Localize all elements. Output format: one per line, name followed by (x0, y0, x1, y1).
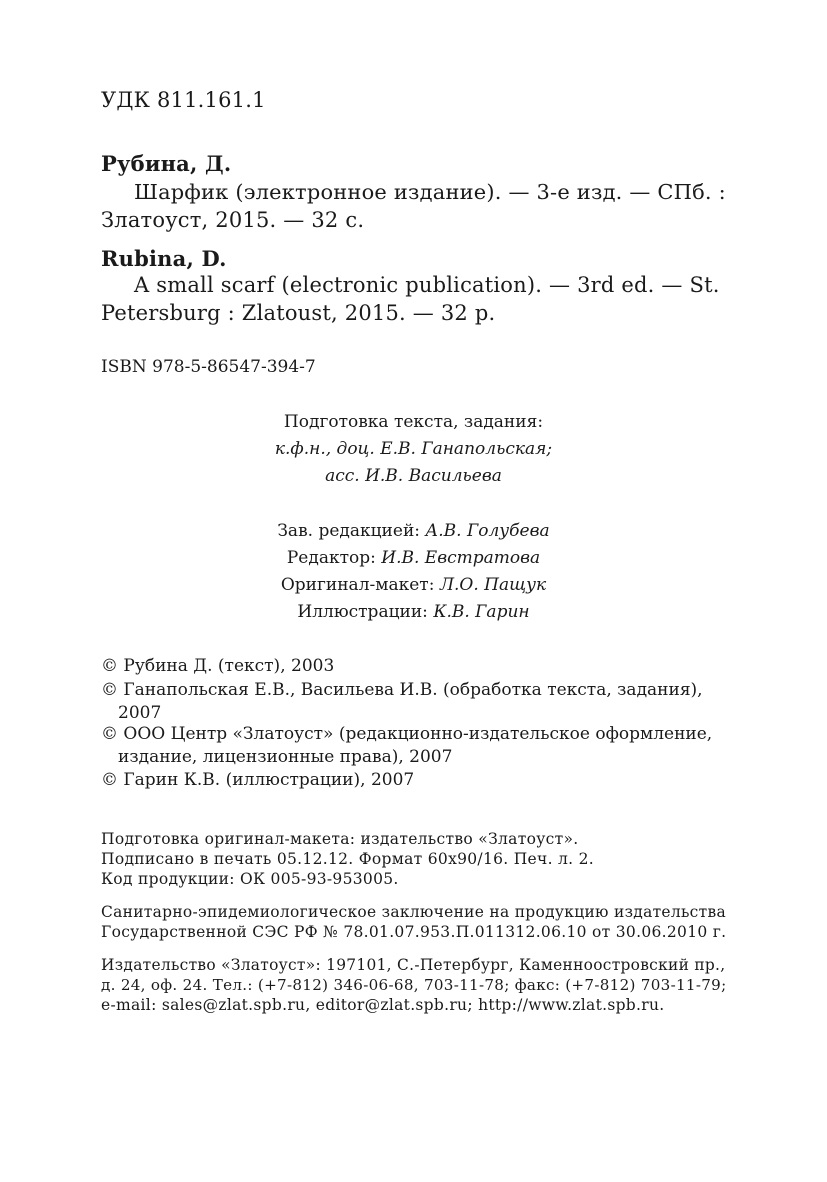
author-en: Rubina, D. (101, 246, 227, 271)
copyright-processing: © Ганапольская Е.В., Васильева И.В. (обработка текста, задания), (101, 680, 703, 700)
imprint-product-code: Код продукции: ОК 005-93-953005. (101, 870, 399, 888)
preparation-label: Подготовка текста, задания: (283, 412, 544, 432)
copyright-processing-year: 2007 (118, 703, 162, 723)
preparation-person1: к.ф.н., доц. Е.В. Ганапольская; (274, 439, 553, 459)
entry-ru-line2: Златоуст, 2015. — 32 с. (101, 208, 365, 232)
copyright-text: © Рубина Д. (текст), 2003 (101, 656, 335, 676)
author-ru: Рубина, Д. (101, 151, 232, 176)
entry-ru-line1: Шарфик (электронное издание). — 3-е изд. — СПб. : (134, 180, 726, 204)
udk-code: УДК 811.161.1 (101, 88, 266, 112)
imprint-sanitary-2: Государственной СЭС РФ № 78.01.07.953.П.011312.06.10 от 30.06.2010 г. (101, 923, 727, 941)
credit-editor: Редактор: И.В. Евстратова (286, 548, 541, 568)
credit-head-editor: Зав. редакцией: А.В. Голубева (277, 521, 550, 541)
copyright-illustrations: © Гарин К.В. (иллюстрации), 2007 (101, 770, 415, 790)
entry-en-line1: A small scarf (electronic publication). — 3rd ed. — St. (134, 273, 720, 297)
credit-layout: Оригинал-макет: Л.О. Пащук (280, 575, 547, 595)
imprint-layout-prep: Подготовка оригинал-макета: издательство «Златоуст». (101, 830, 579, 848)
copyright-publisher: © ООО Центр «Златоуст» (редакционно-издательское оформление, (101, 724, 713, 744)
imprint-phone: д. 24, оф. 24. Тел.: (+7-812) 346-06-68, 703-11-78; факс: (+7-812) 703-11-79; (101, 976, 727, 994)
credit-illustrations: Иллюстрации: К.В. Гарин (297, 602, 530, 622)
entry-en-line2: Petersburg : Zlatoust, 2015. — 32 p. (101, 301, 496, 325)
imprint-sanitary-1: Санитарно-эпидемиологическое заключение на продукцию издательства (101, 903, 726, 921)
imprint-email: e-mail: sales@zlat.spb.ru, editor@zlat.spb.ru; http://www.zlat.spb.ru. (101, 996, 665, 1014)
isbn: ISBN 978-5-86547-394-7 (101, 357, 316, 377)
imprint-address: Издательство «Златоуст»: 197101, С.-Петербург, Каменноостровский пр., (101, 956, 726, 974)
imprint-signed: Подписано в печать 05.12.12. Формат 60x90/16. Печ. л. 2. (101, 850, 595, 868)
copyright-publisher-cont: издание, лицензионные права), 2007 (118, 747, 453, 767)
preparation-person2: асс. И.В. Васильева (325, 466, 502, 486)
